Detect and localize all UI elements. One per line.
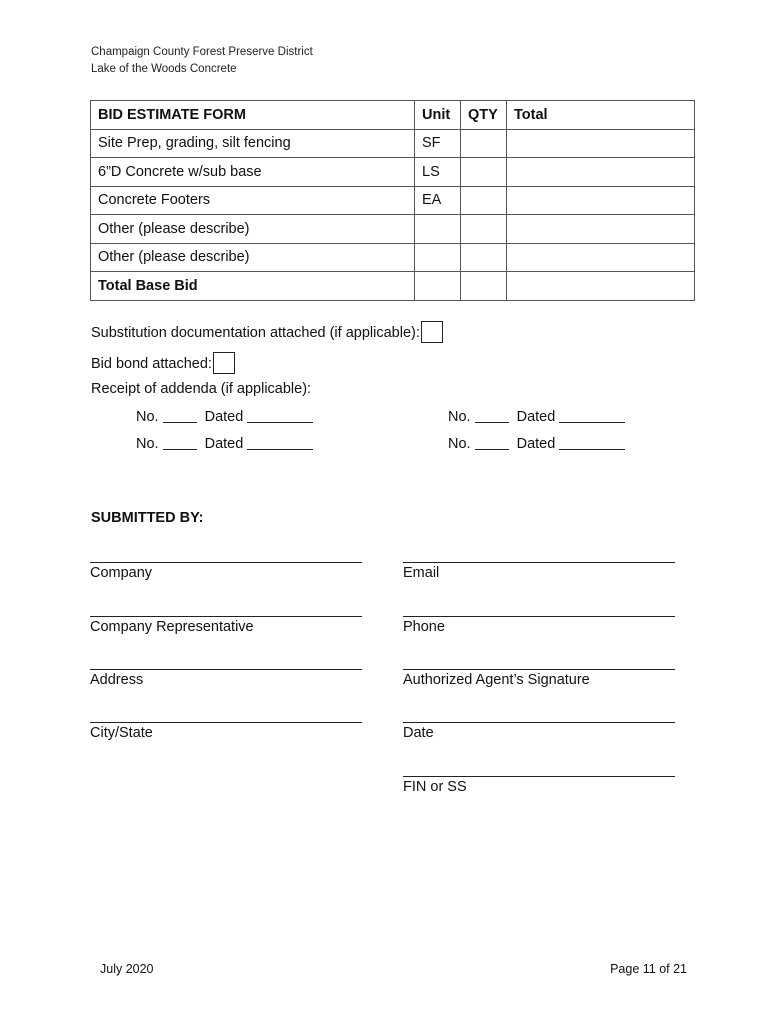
unit-cell: EA [415,186,461,215]
company-label: Company [90,565,153,581]
addenda-date-blank[interactable] [247,435,313,450]
unit-cell: LS [415,158,461,187]
addenda-dated-label: Dated [204,436,244,452]
addenda-no-label: No. [448,436,471,452]
signature-line[interactable] [403,562,675,563]
header-project: Lake of the Woods Concrete [91,63,237,75]
signature-line[interactable] [90,669,362,670]
signature-label: Authorized Agent’s Signature [403,672,590,688]
header-total: Total [507,101,695,130]
addenda-no-label: No. [136,436,159,452]
signature-line[interactable] [403,669,675,670]
total-cell[interactable] [507,243,695,272]
addenda-no-blank[interactable] [475,435,509,450]
table-header-row [91,101,695,130]
addenda-dated-label: Dated [516,409,556,425]
bid-bond-row [91,352,235,374]
footer-page-number: Page 11 of 21 [610,962,687,976]
signature-line[interactable] [403,776,675,777]
qty-cell[interactable] [461,215,507,244]
addenda-dated-label: Dated [516,436,556,452]
signature-line[interactable] [90,562,362,563]
addenda-date-blank[interactable] [559,435,625,450]
header-qty: QTY [461,101,507,130]
company-field[interactable] [90,562,362,581]
addenda-no-blank[interactable] [475,408,509,423]
table-row [91,129,695,158]
fin-field[interactable] [403,776,675,795]
header-unit: Unit [415,101,461,130]
signature-line[interactable] [90,616,362,617]
bid-bond-checkbox[interactable] [213,352,235,374]
unit-cell: SF [415,129,461,158]
qty-cell[interactable] [461,158,507,187]
qty-cell[interactable] [461,129,507,158]
total-cell[interactable] [507,158,695,187]
item-cell: Site Prep, grading, silt fencing [91,129,415,158]
unit-cell[interactable] [415,243,461,272]
total-base-bid-row [91,272,695,301]
signature-line[interactable] [403,616,675,617]
signature-line[interactable] [403,722,675,723]
item-cell[interactable]: Other (please describe) [91,243,415,272]
email-label: Email [403,565,440,581]
item-cell: Total Base Bid [91,272,415,301]
addenda-label: Receipt of addenda (if applicable): [91,381,312,397]
bid-estimate-table [90,100,695,301]
table-row [91,215,695,244]
submitted-by-heading: SUBMITTED BY: [91,510,204,526]
addenda-date-blank[interactable] [559,408,625,423]
footer-date: July 2020 [100,962,154,976]
substitution-label: Substitution documentation attached (if applicable): [91,325,420,341]
fin-label: FIN or SS [403,779,467,795]
addenda-dated-label: Dated [204,409,244,425]
phone-label: Phone [403,619,445,635]
total-cell[interactable] [507,186,695,215]
item-cell: Concrete Footers [91,186,415,215]
company-representative-label: Company Representative [90,619,254,635]
addenda-no-label: No. [136,409,159,425]
city-state-field[interactable] [90,722,362,741]
addenda-entry [448,408,625,425]
table-row [91,186,695,215]
total-cell[interactable] [507,272,695,301]
date-label: Date [403,725,434,741]
phone-field[interactable] [403,616,675,635]
date-field[interactable] [403,722,675,741]
unit-cell[interactable] [415,215,461,244]
city-state-label: City/State [90,725,153,741]
addenda-entry [136,435,313,452]
total-cell[interactable] [507,129,695,158]
qty-cell[interactable] [461,243,507,272]
substitution-row [91,321,443,343]
addenda-no-blank[interactable] [163,408,197,423]
table-row [91,158,695,187]
email-field[interactable] [403,562,675,581]
header-district: Champaign County Forest Preserve District [91,46,313,58]
signature-line[interactable] [90,722,362,723]
table-row [91,243,695,272]
address-label: Address [90,672,144,688]
bid-bond-label: Bid bond attached: [91,356,212,372]
item-cell[interactable]: Other (please describe) [91,215,415,244]
unit-cell[interactable] [415,272,461,301]
address-field[interactable] [90,669,362,688]
qty-cell[interactable] [461,186,507,215]
signature-field[interactable] [403,669,675,688]
addenda-date-blank[interactable] [247,408,313,423]
addenda-entry [136,408,313,425]
company-representative-field[interactable] [90,616,362,635]
total-cell[interactable] [507,215,695,244]
qty-cell[interactable] [461,272,507,301]
substitution-checkbox[interactable] [421,321,443,343]
header-form: BID ESTIMATE FORM [91,101,415,130]
addenda-no-label: No. [448,409,471,425]
item-cell: 6”D Concrete w/sub base [91,158,415,187]
addenda-entry [448,435,625,452]
addenda-no-blank[interactable] [163,435,197,450]
